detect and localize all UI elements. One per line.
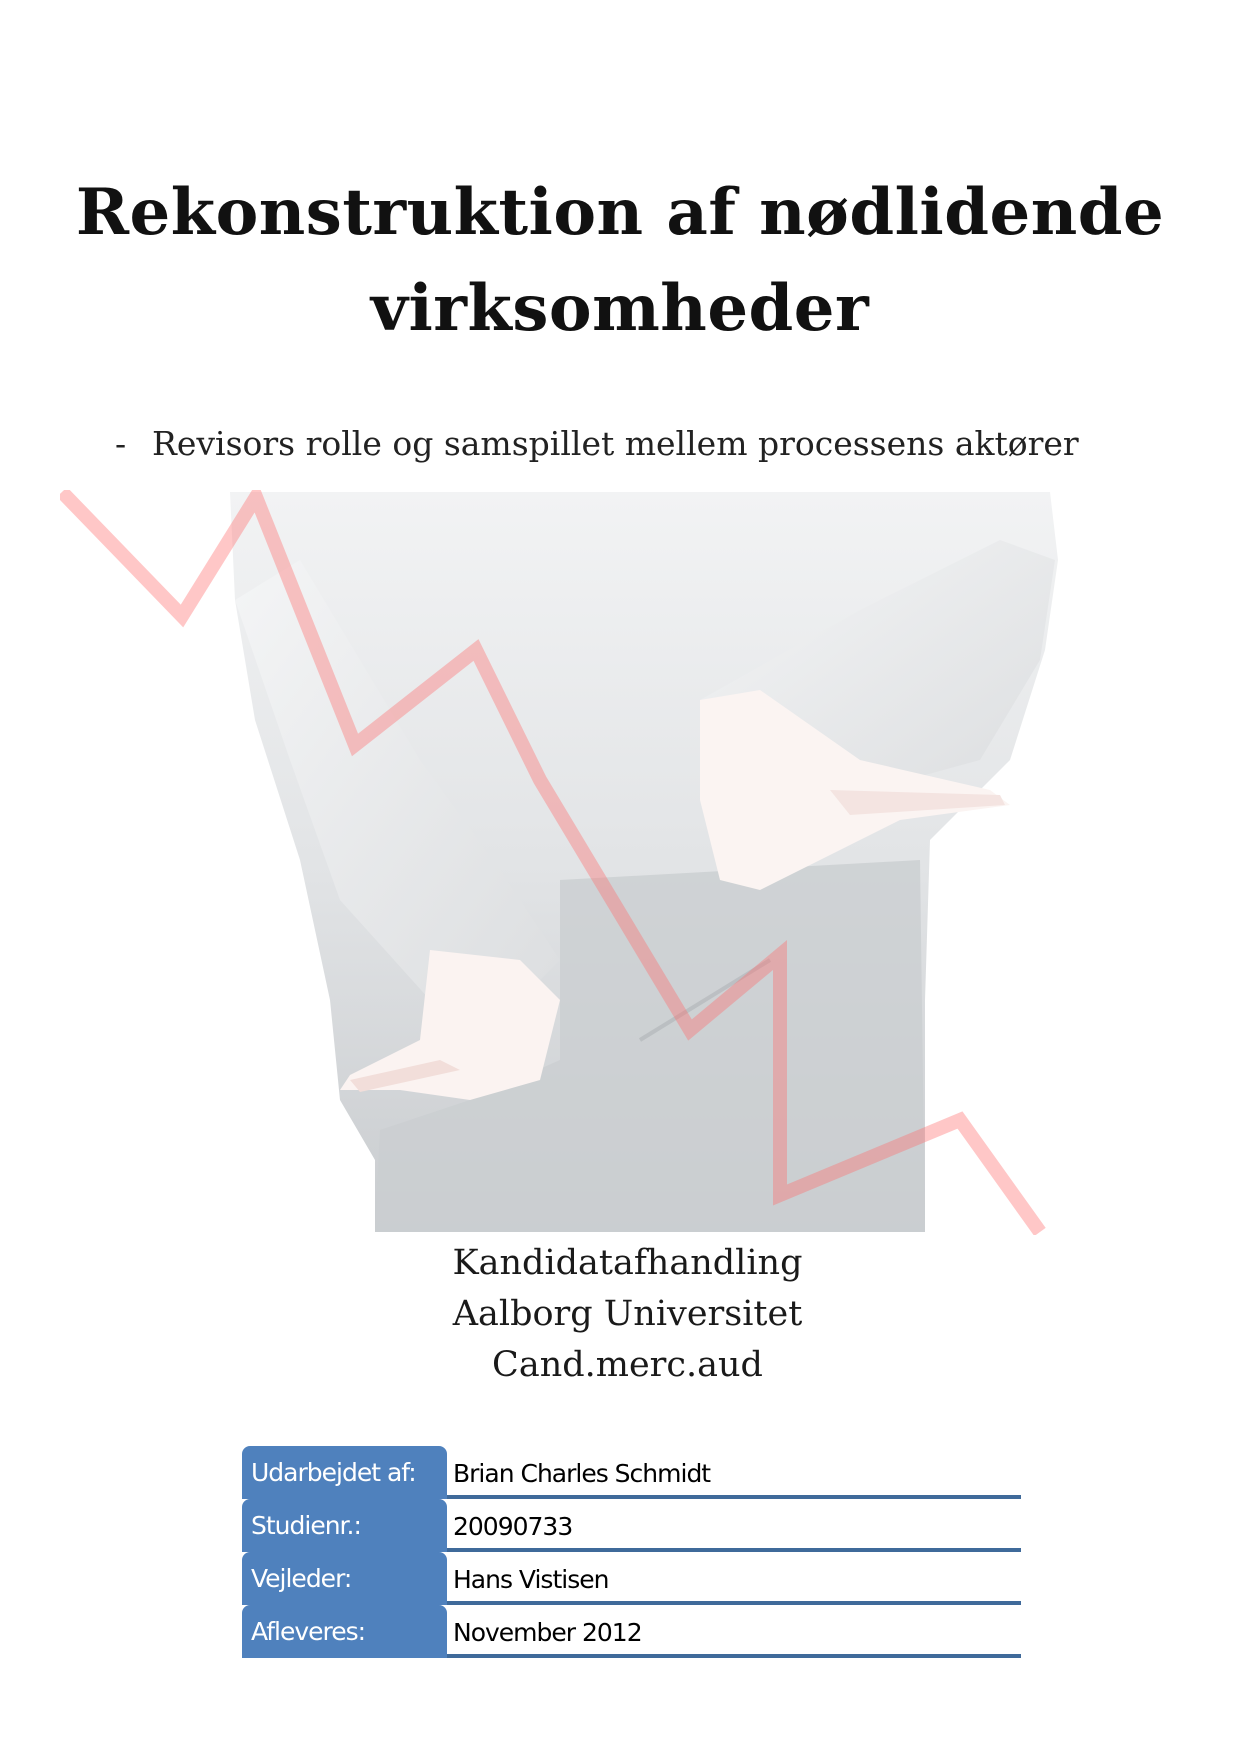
- subtitle-text: Revisors rolle og samspillet mellem processens aktører: [152, 424, 1079, 463]
- subtitle-dash: -: [115, 424, 127, 463]
- info-label: Udarbejdet af:: [242, 1446, 447, 1499]
- info-value: 20090733: [447, 1499, 1021, 1552]
- info-value: Brian Charles Schmidt: [447, 1446, 1021, 1499]
- info-row-author: [242, 1446, 1021, 1499]
- cover-illustration-icon: [60, 490, 1060, 1235]
- info-label: Afleveres:: [242, 1605, 447, 1658]
- program-name: Cand.merc.aud: [492, 1345, 763, 1385]
- info-label: Studienr.:: [242, 1499, 447, 1552]
- info-row-submission: [242, 1605, 1021, 1658]
- document-title: [0, 165, 1240, 357]
- cover-image: [60, 490, 1060, 1235]
- title-line-1: Rekonstruktion af nødlidende: [75, 175, 1165, 250]
- info-row-student-number: [242, 1499, 1021, 1552]
- university-name: Aalborg Universitet: [452, 1294, 803, 1334]
- title-line-2: virksomheder: [370, 271, 870, 346]
- thesis-type: Kandidatafhandling: [452, 1243, 803, 1283]
- document-subtitle: [115, 422, 1079, 466]
- info-value: November 2012: [447, 1605, 1021, 1658]
- info-value: Hans Vistisen: [447, 1552, 1021, 1605]
- info-label: Vejleder:: [242, 1552, 447, 1605]
- institution-block: [0, 1238, 1240, 1391]
- info-row-supervisor: [242, 1552, 1021, 1605]
- info-table: [242, 1446, 1021, 1658]
